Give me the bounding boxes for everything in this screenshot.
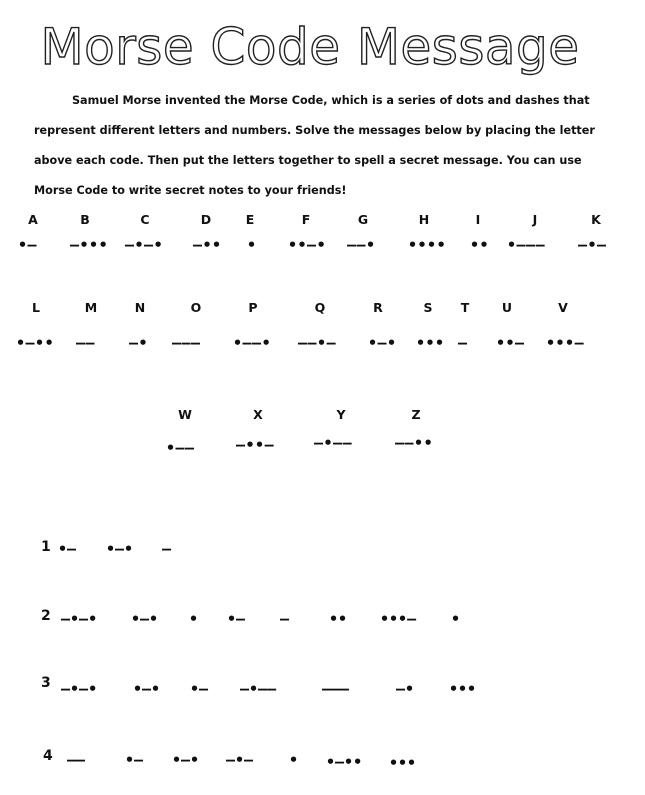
letter-g: G: [357, 212, 369, 227]
code-l: •–••: [16, 334, 55, 352]
page-title: Morse Code Message: [40, 18, 580, 76]
message-number: 3: [41, 675, 51, 691]
letter-b: B: [80, 212, 90, 227]
message-code: •••–: [380, 610, 417, 628]
letter-q: Q: [314, 300, 326, 315]
message-code: •: [451, 610, 461, 628]
letter-v: V: [558, 300, 568, 315]
letter-m: M: [84, 300, 98, 315]
message-code: •–: [190, 680, 209, 698]
code-y: –•––: [314, 434, 353, 452]
code-w: •––: [166, 439, 195, 457]
message-code: •–•: [131, 610, 159, 628]
message-code: –: [280, 610, 290, 628]
code-q: ––•–: [298, 334, 337, 352]
message-code: –––: [322, 680, 350, 698]
message-code: •–: [227, 610, 246, 628]
code-d: –••: [193, 236, 222, 254]
message-code: •–•: [172, 751, 200, 769]
message-code: •–: [58, 540, 77, 558]
letter-h: H: [418, 212, 430, 227]
code-u: ••–: [496, 334, 525, 352]
letter-l: L: [32, 300, 40, 315]
letter-j: J: [532, 212, 538, 227]
letter-a: A: [28, 212, 38, 227]
code-j: •–––: [507, 236, 546, 254]
code-i: ••: [470, 236, 490, 254]
intro-paragraph: Samuel Morse invented the Morse Code, which is a series of dots and dashes that represent different letters and numbers. Solve the messages below by placing the letter above each code. Then put the letters together to spell a secret message. You can use Morse Code to write secret notes to your friends!: [34, 94, 595, 197]
letter-y: Y: [336, 407, 346, 422]
message-code: –: [162, 540, 172, 558]
code-h: ••••: [408, 236, 447, 254]
code-c: –•–•: [125, 236, 164, 254]
letter-w: W: [178, 407, 192, 422]
code-o: –––: [172, 334, 201, 352]
message-code: –•–•: [61, 610, 98, 628]
code-n: –•: [129, 334, 149, 352]
code-z: ––••: [395, 434, 434, 452]
code-m: ––: [76, 334, 96, 352]
message-code: ––: [67, 751, 86, 769]
code-e: •: [247, 236, 257, 254]
message-number: 4: [43, 748, 53, 764]
code-t: –: [458, 334, 468, 352]
code-x: –••–: [236, 436, 275, 454]
message-code: ••: [329, 610, 348, 628]
letter-u: U: [501, 300, 513, 315]
letter-o: O: [190, 300, 202, 315]
letter-s: S: [423, 300, 433, 315]
code-v: •••–: [546, 334, 585, 352]
code-r: •–•: [368, 334, 397, 352]
letter-c: C: [140, 212, 150, 227]
letter-p: P: [248, 300, 258, 315]
message-code: •: [289, 751, 299, 769]
letter-k: K: [591, 212, 601, 227]
message-code: –•–•: [61, 680, 98, 698]
message-code: •: [189, 610, 199, 628]
code-a: •–: [18, 236, 38, 254]
code-k: –•–: [578, 236, 607, 254]
message-number: 2: [41, 608, 51, 624]
message-number: 1: [41, 539, 51, 555]
letter-x: X: [253, 407, 263, 422]
code-s: •••: [416, 334, 445, 352]
message-code: –•–: [226, 751, 254, 769]
code-b: –•••: [70, 236, 109, 254]
letter-z: Z: [411, 407, 421, 422]
code-g: ––•: [347, 236, 376, 254]
letter-f: F: [301, 212, 311, 227]
code-f: ••–•: [288, 236, 327, 254]
letter-t: T: [460, 300, 470, 315]
letter-e: E: [245, 212, 255, 227]
message-code: –•: [396, 680, 415, 698]
code-p: •––•: [233, 334, 272, 352]
message-code: •–: [125, 751, 144, 769]
letter-i: I: [475, 212, 481, 227]
message-code: –•––: [240, 680, 277, 698]
letter-d: D: [200, 212, 212, 227]
message-code: •–•: [106, 540, 134, 558]
message-code: •–•: [133, 680, 161, 698]
message-code: •–••: [326, 753, 363, 771]
message-code: •••: [449, 680, 477, 698]
letter-n: N: [134, 300, 146, 315]
letter-r: R: [373, 300, 383, 315]
message-code: •••: [389, 754, 417, 772]
